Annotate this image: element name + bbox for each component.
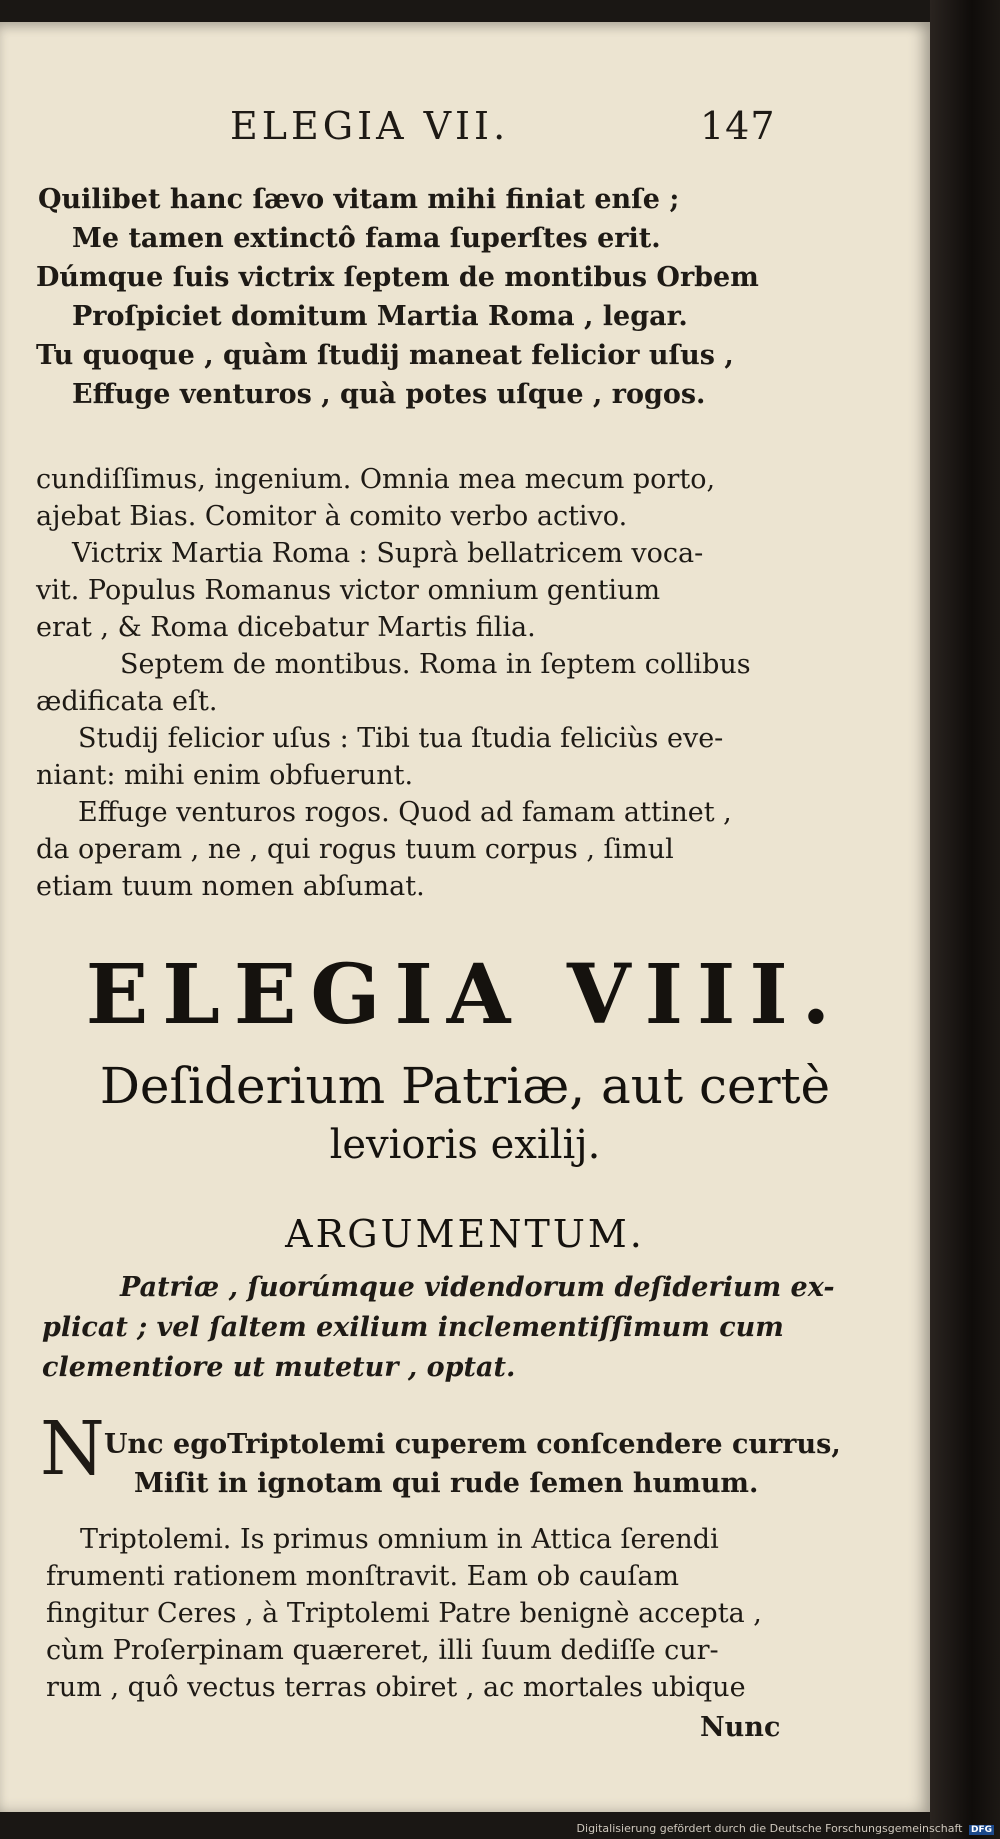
verse-line: Dúmque ſuis victrix ſeptem de montibus Orbem bbox=[36, 262, 759, 293]
book-page bbox=[0, 22, 930, 1812]
elegy-heading: ELEGIA VIII. bbox=[85, 947, 845, 1043]
commentary-line: niant: mihi enim obfuerunt. bbox=[36, 760, 414, 791]
page-number: 147 bbox=[700, 104, 776, 148]
commentary-line: Effuge venturos rogos. Quod ad famam attinet , bbox=[78, 797, 732, 828]
commentary-line: Triptolemi. Is primus omnium in Attica ſerendi bbox=[80, 1524, 719, 1555]
argument-line: clementiore ut mutetur , optat. bbox=[42, 1352, 516, 1383]
catchword: Nunc bbox=[700, 1712, 781, 1743]
commentary-line: Victrix Martia Roma : Suprà bellatricem voca- bbox=[72, 538, 704, 569]
book-spine bbox=[930, 0, 1000, 1839]
argument-heading: ARGUMENTUM. bbox=[285, 1212, 645, 1256]
elegy-subtitle: levioris exilij. bbox=[329, 1122, 601, 1168]
commentary-line: Studij felicior uſus : Tibi tua ſtudia feliciùs eve- bbox=[78, 723, 724, 754]
digitization-footer bbox=[577, 1822, 994, 1835]
verse-line: Me tamen extinctô fama ſuperſtes erit. bbox=[72, 223, 661, 254]
commentary-line: da operam , ne , qui rogus tuum corpus , ſimul bbox=[36, 834, 674, 865]
verse-line: Proſpiciet domitum Martia Roma , legar. bbox=[72, 301, 688, 332]
commentary-line: Septem de montibus. Roma in ſeptem collibus bbox=[120, 649, 751, 680]
commentary-line: cundiſſimus, ingenium. Omnia mea mecum porto, bbox=[36, 464, 716, 495]
drop-cap: N bbox=[40, 1406, 105, 1492]
commentary-line: vit. Populus Romanus victor omnium gentium bbox=[36, 575, 661, 606]
argument-line: Patriæ , ſuorúmque videndorum deſiderium ex- bbox=[120, 1272, 835, 1303]
elegy-subtitle: Deſiderium Patriæ, aut certè bbox=[99, 1057, 831, 1115]
commentary-line: cùm Proſerpinam quæreret, illi ſuum dediſſe cur- bbox=[46, 1635, 719, 1666]
verse-line: Tu quoque , quàm ſtudij maneat felicior uſus , bbox=[36, 340, 734, 371]
commentary-line: erat , & Roma dicebatur Martis filia. bbox=[36, 612, 536, 643]
running-title: ELEGIA VII. bbox=[230, 104, 510, 148]
footer-text: Digitalisierung gefördert durch die Deutsche Forschungsgemeinschaft bbox=[576, 1822, 963, 1835]
dfg-logo: DFG bbox=[970, 1825, 992, 1835]
commentary-line: fingitur Ceres , à Triptolemi Patre benignè accepta , bbox=[46, 1598, 762, 1629]
verse-line: Unc egoTriptolemi cuperem conſcendere currus, bbox=[104, 1429, 841, 1460]
commentary-line: ajebat Bias. Comitor à comito verbo activo. bbox=[36, 501, 628, 532]
verse-line: Miſit in ignotam qui rude ſemen humum. bbox=[134, 1468, 759, 1499]
argument-line: plicat ; vel ſaltem exilium inclementiſſimum cum bbox=[42, 1312, 784, 1343]
verse-line: Quilibet hanc ſævo vitam mihi finiat enſe ; bbox=[38, 184, 680, 215]
verse-line: Effuge venturos , quà potes uſque , rogos. bbox=[72, 379, 706, 410]
commentary-line: etiam tuum nomen abſumat. bbox=[36, 871, 425, 902]
commentary-line: rum , quô vectus terras obiret , ac mortales ubique bbox=[46, 1672, 746, 1703]
commentary-line: frumenti rationem monſtravit. Eam ob cauſam bbox=[46, 1561, 680, 1592]
commentary-line: ædificata eſt. bbox=[36, 686, 218, 717]
